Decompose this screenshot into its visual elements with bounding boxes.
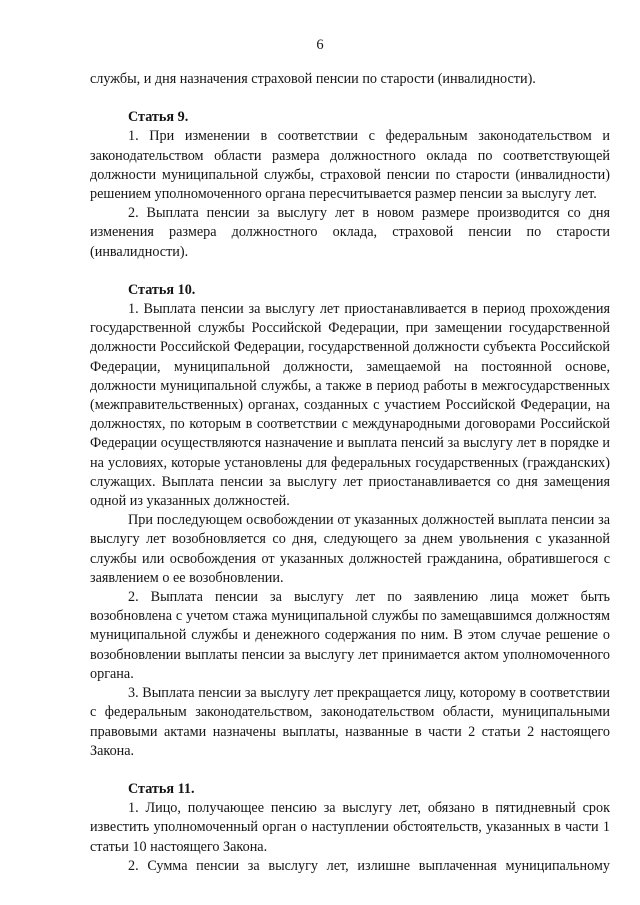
article-10-title: Статья 10. — [128, 281, 196, 298]
continuation-text: службы, и дня назначения страховой пенсии по старости (инвалидности). — [90, 71, 536, 87]
article-11-paragraph-1: 1. Лицо, получающее пенсию за выслугу лет, обязано в пятидневный срок известить уполномоченный орган о наступлении обстоятельств, указанных в части 1 статьи 10 настоящего Закона. — [90, 800, 610, 855]
document-body — [90, 70, 610, 876]
article-9-paragraph-2: 2. Выплата пенсии за выслугу лет в новом размере производится со дня изменения размера должностного оклада, страховой пенсии по старости (инвалидности). — [90, 205, 610, 260]
article-11-title: Статья 11. — [128, 780, 195, 797]
article-10-paragraph-3: 2. Выплата пенсии за выслугу лет по заявлению лица может быть возобновлена с учетом стажа муниципальной службы по замещавшимся должностям муниципальной службы и денежного содержания по ним. В этом случае решение о возобновлении выплаты пенсии за выслугу лет принимается актом уполномоченного органа. — [90, 589, 610, 682]
article-9-paragraph-1: 1. При изменении в соответствии с федеральным законодательством и законодательством области размера должностного оклада по соответствующей должности муниципальной службы, страховой пенсии по старости (инвалидности) решением уполномоченного органа пересчитывается размер пенсии за выслугу лет. — [90, 128, 610, 203]
page-number: 6 — [316, 37, 324, 53]
article-10-paragraph-4: 3. Выплата пенсии за выслугу лет прекращается лицу, которому в соответствии с федеральным законодательством, законодательством области, муниципальными правовыми актами назначены выплаты, названные в части 2 статьи 2 настоящего Закона. — [90, 685, 610, 759]
article-10-paragraph-2: При последующем освобождении от указанных должностей выплата пенсии за выслугу лет возобновляется со дня, следующего за днем увольнения с указанной службы или освобождения от указанных должностей гражданина, обратившегося с заявлением о ее возобновлении. — [90, 512, 610, 586]
article-9-title: Статья 9. — [128, 109, 189, 126]
article-10-paragraph-1: 1. Выплата пенсии за выслугу лет приостанавливается в период прохождения государственной службы Российской Федерации, при замещении государственной должности Российской Федерации, государственной должности субъекта Российской Федерации, муниципальной должности, замещаемой на постоянной основе, должности муниципальной службы, а также в период работы в межгосударственных (межправительственных) органах, созданных с участием Российской Федерации, на должностях, по которым в соответствии с международными договорами Российской Федерации осуществляются назначение и выплата пенсий за выслугу лет в порядке и на условиях, которые установлены для федеральных государственных (гражданских) служащих. Выплата пенсии за выслугу лет приостанавливается со дня замещения одной из указанных должностей. — [90, 301, 610, 510]
article-11-paragraph-2: 2. Сумма пенсии за выслугу лет, излишне выплаченная муниципальному — [128, 857, 610, 874]
